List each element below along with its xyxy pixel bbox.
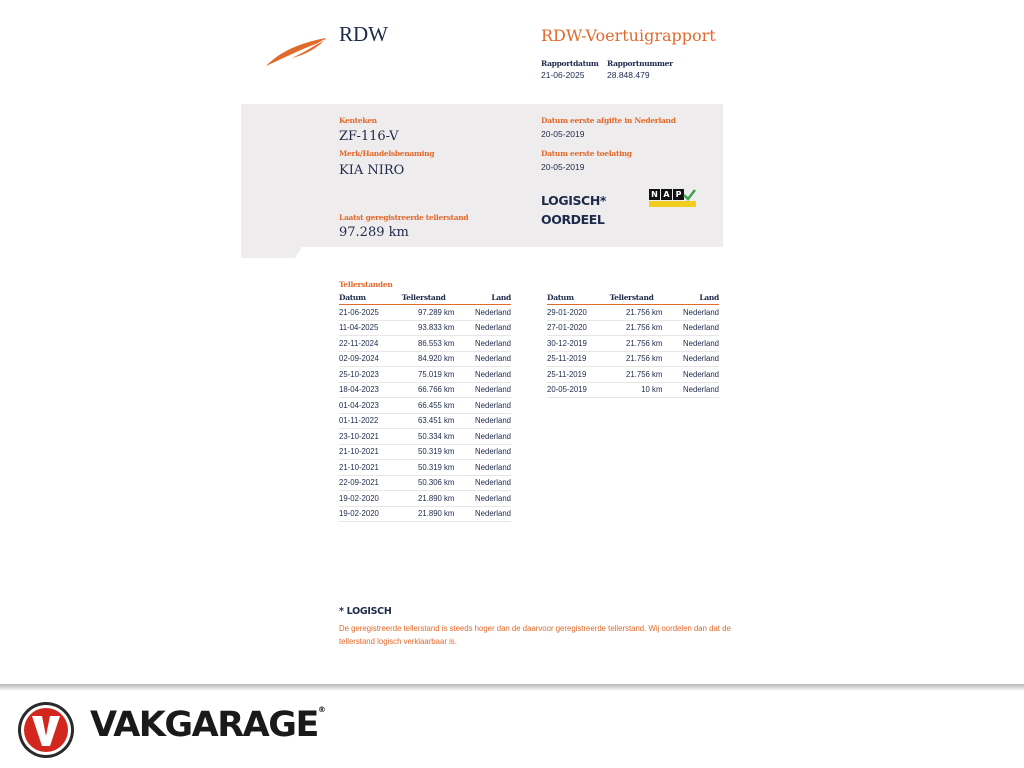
odometer-section-title: Tellerstanden [339, 280, 393, 289]
cell-reading: 86.553 km [402, 336, 465, 352]
cell-country: Nederland [672, 351, 719, 367]
rdw-title: RDW [339, 22, 388, 46]
cell-reading: 21.890 km [402, 491, 465, 507]
cell-date: 20-05-2019 [547, 382, 610, 398]
col-reading: Tellerstand [610, 292, 673, 305]
cell-date: 22-09-2021 [339, 475, 402, 491]
first-admission-label: Datum eerste toelating [541, 149, 632, 158]
report-number-label: Rapportnummer [607, 59, 673, 68]
cell-reading: 66.766 km [402, 382, 465, 398]
table-row [339, 429, 511, 445]
verdict-line-2: OORDEEL [541, 212, 605, 227]
footnote-title: * LOGISCH [339, 606, 392, 617]
table-row [339, 460, 511, 476]
cell-country: Nederland [464, 382, 511, 398]
cell-date: 19-02-2020 [339, 491, 402, 507]
table-row [547, 351, 719, 367]
cell-reading: 66.455 km [402, 398, 465, 414]
vakgarage-brand [90, 705, 326, 745]
cell-date: 22-11-2024 [339, 336, 402, 352]
table-row [339, 320, 511, 336]
table-row [339, 382, 511, 398]
table-row [547, 367, 719, 383]
footer-divider [0, 684, 1024, 691]
cell-country: Nederland [464, 398, 511, 414]
brand-name: VAKGARAGE [90, 705, 318, 745]
cell-country: Nederland [464, 491, 511, 507]
cell-reading: 50.319 km [402, 460, 465, 476]
cell-date: 21-10-2021 [339, 444, 402, 460]
cell-reading: 50.319 km [402, 444, 465, 460]
cell-country: Nederland [464, 336, 511, 352]
table-row [547, 320, 719, 336]
last-odo-label: Laatst geregistreerde tellerstand [339, 213, 469, 222]
report-number: 28.848.479 [607, 70, 650, 80]
cell-reading: 50.306 km [402, 475, 465, 491]
nap-letter-p: P [673, 189, 684, 200]
make-label: Merk/Handelsbenaming [339, 149, 435, 158]
cell-country: Nederland [672, 305, 719, 321]
cell-country: Nederland [464, 444, 511, 460]
cell-date: 27-01-2020 [547, 320, 610, 336]
nap-logo [649, 189, 696, 209]
cell-country: Nederland [464, 320, 511, 336]
table-row [339, 367, 511, 383]
cell-date: 23-10-2021 [339, 429, 402, 445]
odometer-table-left [339, 292, 511, 522]
cell-reading: 97.289 km [402, 305, 465, 321]
verdict-line-1: LOGISCH* [541, 193, 607, 208]
odometer-table-right [547, 292, 719, 398]
cell-date: 21-10-2021 [339, 460, 402, 476]
cell-date: 25-11-2019 [547, 367, 610, 383]
report-date: 21-06-2025 [541, 70, 585, 80]
table-header-row [339, 292, 511, 305]
col-date: Datum [547, 292, 610, 305]
table-row [339, 413, 511, 429]
cell-country: Nederland [464, 460, 511, 476]
cell-country: Nederland [672, 382, 719, 398]
col-country: Land [672, 292, 719, 305]
table-row [547, 305, 719, 321]
cell-country: Nederland [672, 367, 719, 383]
table-row [339, 444, 511, 460]
cell-reading: 21.890 km [402, 506, 465, 522]
cell-date: 25-11-2019 [547, 351, 610, 367]
registered-mark: ® [317, 705, 326, 714]
table-row [339, 351, 511, 367]
plate-value: ZF-116-V [339, 129, 399, 144]
table-row [339, 491, 511, 507]
cell-date: 01-11-2022 [339, 413, 402, 429]
cell-country: Nederland [464, 413, 511, 429]
cell-country: Nederland [464, 305, 511, 321]
first-admission-value: 20-05-2019 [541, 162, 585, 172]
cell-country: Nederland [464, 429, 511, 445]
col-date: Datum [339, 292, 402, 305]
table-row [339, 305, 511, 321]
rdw-feather-logo [264, 34, 330, 68]
cell-date: 01-04-2023 [339, 398, 402, 414]
nap-letter-a: A [661, 189, 672, 200]
table-row [339, 475, 511, 491]
first-nl-label: Datum eerste afgifte in Nederland [541, 116, 676, 125]
cell-date: 11-04-2025 [339, 320, 402, 336]
cell-reading: 21.756 km [610, 320, 673, 336]
vehicle-info-band [241, 104, 723, 258]
cell-reading: 21.756 km [610, 336, 673, 352]
cell-country: Nederland [464, 367, 511, 383]
report-date-label: Rapportdatum [541, 59, 599, 68]
nap-underline [649, 201, 696, 207]
table-row [339, 506, 511, 522]
table-row [547, 382, 719, 398]
cell-date: 30-12-2019 [547, 336, 610, 352]
make-value: KIA NIRO [339, 163, 405, 178]
col-reading: Tellerstand [402, 292, 465, 305]
cell-country: Nederland [464, 475, 511, 491]
odometer-verdict [541, 191, 606, 229]
plate-label: Kenteken [339, 116, 377, 125]
cell-reading: 75.019 km [402, 367, 465, 383]
cell-reading: 63.451 km [402, 413, 465, 429]
table-row [339, 336, 511, 352]
footnote-text: De geregistreerde tellerstand is steeds hoger dan de daarvoor geregistreerde tellerstand. Wij oordelen dan dat de tellerstand logisch verklaarbaar is. [339, 624, 731, 646]
check-icon [683, 189, 696, 201]
cell-reading: 10 km [610, 382, 673, 398]
col-country: Land [464, 292, 511, 305]
cell-reading: 21.756 km [610, 305, 673, 321]
first-nl-value: 20-05-2019 [541, 129, 585, 139]
last-odo-value: 97.289 km [339, 225, 409, 240]
nap-letter-n: N [649, 189, 660, 200]
vakgarage-v-logo-icon [16, 700, 76, 760]
cell-date: 18-04-2023 [339, 382, 402, 398]
cell-country: Nederland [464, 351, 511, 367]
cell-reading: 21.756 km [610, 351, 673, 367]
report-title: RDW-Voertuigrapport [541, 26, 716, 45]
cell-reading: 50.334 km [402, 429, 465, 445]
cell-country: Nederland [672, 336, 719, 352]
cell-date: 21-06-2025 [339, 305, 402, 321]
cell-country: Nederland [672, 320, 719, 336]
cell-country: Nederland [464, 506, 511, 522]
cell-reading: 93.833 km [402, 320, 465, 336]
cell-reading: 21.756 km [610, 367, 673, 383]
table-row [547, 336, 719, 352]
table-header-row [547, 292, 719, 305]
cell-date: 25-10-2023 [339, 367, 402, 383]
cell-date: 02-09-2024 [339, 351, 402, 367]
table-row [339, 398, 511, 414]
cell-reading: 84.920 km [402, 351, 465, 367]
cell-date: 19-02-2020 [339, 506, 402, 522]
cell-date: 29-01-2020 [547, 305, 610, 321]
